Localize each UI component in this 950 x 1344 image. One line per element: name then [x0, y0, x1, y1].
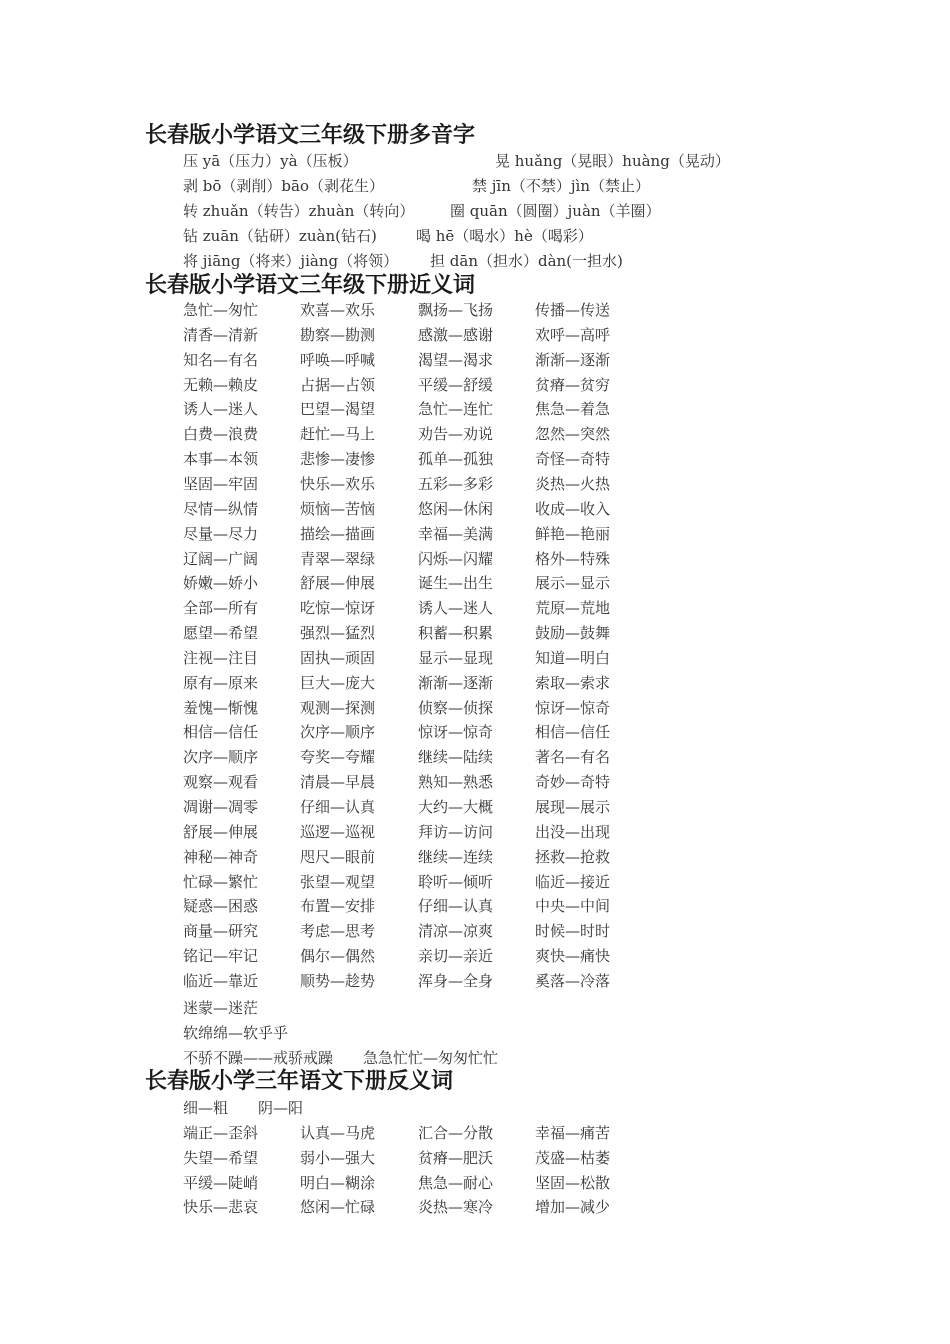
synonym-pair: 展示—显示: [535, 574, 611, 593]
synonym-pair: 知道—明白: [535, 648, 611, 667]
antonym-heading: 长春版小学三年语文下册反义词: [145, 1069, 454, 1094]
synonym-pair: 急忙—匆忙: [183, 301, 259, 319]
synonym-pair: 清凉—凉爽: [418, 922, 494, 941]
synonym-pair: 顺势—趁势: [300, 971, 376, 990]
antonym-pair: 快乐—悲哀: [183, 1198, 259, 1217]
synonym-pair: 尽量—尽力: [183, 524, 259, 543]
synonym-pair: 欢呼—高呼: [535, 325, 611, 344]
synonym-heading: 长春版小学语文三年级下册近义词: [145, 273, 476, 298]
synonym-pair: 愿望—希望: [183, 624, 259, 643]
synonym-pair: 奇怪—奇特: [535, 450, 611, 469]
synonym-pair: 爽快—痛快: [535, 947, 611, 966]
polyphone-heading: 长春版小学语文三年级下册多音字: [145, 123, 476, 148]
antonym-pair: 坚固—松散: [535, 1173, 611, 1192]
synonym-pair: 观察—观看: [183, 773, 259, 792]
synonym-pair: 惊讶—惊奇: [418, 723, 494, 742]
synonym-pair: 强烈—猛烈: [300, 624, 376, 643]
synonym-pair: 聆听—倾听: [418, 872, 494, 891]
antonym-pair: 炎热—寒冷: [418, 1198, 494, 1217]
synonym-pair: 幸福—美满: [418, 524, 494, 543]
synonym-pair: 娇嫩—娇小: [183, 574, 259, 593]
synonym-pair: 观测—探测: [300, 698, 376, 717]
synonym-pair: 继续—陆续: [418, 748, 494, 767]
synonym-pair: 欢喜—欢乐: [300, 301, 376, 319]
polyphone-entry: 转 zhuǎn（转告）zhuàn（转向）: [183, 202, 415, 220]
synonym-pair: 巡逻—巡视: [300, 822, 376, 841]
synonym-pair: 忙碌—繁忙: [183, 872, 259, 891]
synonym-pair: 无赖—赖皮: [183, 375, 259, 394]
synonym-pair: 荒原—荒地: [535, 599, 611, 618]
antonym-pair: 端正—歪斜: [183, 1124, 259, 1142]
synonym-pair: 侦察—侦探: [418, 698, 494, 717]
synonym-pair: 清香—清新: [183, 325, 259, 344]
synonym-pair: 本事—本领: [183, 450, 259, 469]
synonym-pair: 考虑—思考: [300, 922, 376, 941]
synonym-pair: 出没—出现: [535, 822, 611, 841]
antonym-pair: 悠闲—忙碌: [300, 1198, 376, 1217]
synonym-pair: 中央—中间: [535, 897, 611, 916]
synonym-pair: 焦急—着急: [535, 400, 611, 419]
antonym-pair: 弱小—强大: [300, 1148, 376, 1167]
antonym-pair: 贫瘠—肥沃: [418, 1148, 494, 1167]
synonym-pair: 渴望—渴求: [418, 350, 494, 369]
synonym-pair: 渐渐—逐渐: [418, 673, 494, 692]
synonym-pair: 拯救—抢救: [535, 847, 611, 866]
synonym-pair: 知名—有名: [183, 350, 259, 369]
synonym-pair: 鼓励—鼓舞: [535, 624, 611, 643]
synonym-pair: 劝告—劝说: [418, 425, 494, 444]
antonym-pair: 幸福—痛苦: [535, 1124, 611, 1142]
synonym-pair: 呼唤—呼喊: [300, 350, 376, 369]
synonym-pair: 继续—连续: [418, 847, 494, 866]
synonym-pair: 烦恼—苦恼: [300, 499, 376, 518]
antonym-pair: 认真—马虎: [300, 1124, 376, 1142]
synonym-pair: 熟知—熟悉: [418, 773, 494, 792]
synonym-pair: 大约—大概: [418, 798, 494, 816]
polyphone-entry: 晃 huǎng（晃眼）huàng（晃动）: [495, 152, 730, 170]
synonym-pair: 尽情—纵情: [183, 499, 259, 518]
antonym-pair: 茂盛—枯萎: [535, 1148, 611, 1167]
synonym-pair: 传播—传送: [535, 301, 611, 319]
synonym-pair: 悠闲—休闲: [418, 499, 494, 518]
synonym-pair: 仔细—认真: [418, 897, 494, 916]
synonym-pair: 舒展—伸展: [183, 822, 259, 841]
polyphone-entry: 压 yā（压力）yà（压板）: [183, 152, 358, 170]
synonym-pair: 青翠—翠绿: [300, 549, 376, 568]
synonym-pair: 临近—靠近: [183, 971, 259, 990]
synonym-pair: 坚固—牢固: [183, 474, 259, 493]
synonym-pair: 渐渐—逐渐: [535, 350, 611, 369]
synonym-pair: 收成—收入: [535, 499, 611, 518]
synonym-pair: 注视—注目: [183, 648, 259, 667]
synonym-pair: 相信—信任: [183, 723, 259, 742]
synonym-pair: 不骄不躁——戒骄戒躁 急急忙忙—匆匆忙忙: [183, 1049, 499, 1067]
polyphone-entry: 担 dān（担水）dàn(一担水): [430, 252, 623, 270]
synonym-pair: 索取—索求: [535, 673, 611, 692]
synonym-pair: 相信—信任: [535, 723, 611, 742]
synonym-pair: 奚落—冷落: [535, 971, 611, 990]
synonym-pair: 原有—原来: [183, 673, 259, 692]
synonym-pair: 感激—感谢: [418, 325, 494, 344]
synonym-pair: 软绵绵—软乎乎: [183, 1024, 289, 1042]
synonym-pair: 夸奖—夸耀: [300, 748, 376, 767]
synonym-pair: 偶尔—偶然: [300, 947, 376, 966]
polyphone-entry: 将 jiāng（将来）jiàng（将领）: [183, 252, 399, 270]
synonym-pair: 飘扬—飞扬: [418, 301, 494, 319]
synonym-pair: 巨大—庞大: [300, 673, 376, 692]
synonym-pair: 次序—顺序: [183, 748, 259, 767]
synonym-pair: 张望—观望: [300, 872, 376, 891]
antonym-pair: 明白—糊涂: [300, 1173, 376, 1192]
synonym-pair: 浑身—全身: [418, 971, 494, 990]
synonym-pair: 时候—时时: [535, 922, 611, 941]
synonym-pair: 悲惨—凄惨: [300, 450, 376, 469]
synonym-pair: 奇妙—奇特: [535, 773, 611, 792]
synonym-pair: 拜访—访问: [418, 822, 494, 841]
synonym-pair: 鲜艳—艳丽: [535, 524, 611, 543]
antonym-pair: 平缓—陡峭: [183, 1173, 259, 1192]
synonym-pair: 五彩—多彩: [418, 474, 494, 493]
synonym-pair: 神秘—神奇: [183, 847, 259, 866]
synonym-pair: 亲切—亲近: [418, 947, 494, 966]
polyphone-entry: 禁 jīn（不禁）jìn（禁止）: [472, 177, 650, 195]
synonym-pair: 凋谢—凋零: [183, 798, 259, 816]
synonym-pair: 惊讶—惊奇: [535, 698, 611, 717]
antonym-pair: 汇合—分散: [418, 1124, 494, 1142]
polyphone-entry: 喝 hē（喝水）hè（喝彩）: [416, 227, 593, 245]
synonym-pair: 商量—研究: [183, 922, 259, 941]
synonym-pair: 铭记—牢记: [183, 947, 259, 966]
antonym-first-line: 细—粗 阴—阳: [183, 1099, 304, 1117]
synonym-pair: 勘察—勘测: [300, 325, 376, 344]
synonym-pair: 诞生—出生: [418, 574, 494, 593]
synonym-pair: 炎热—火热: [535, 474, 611, 493]
synonym-pair: 赶忙—马上: [300, 425, 376, 444]
antonym-pair: 失望—希望: [183, 1148, 259, 1167]
synonym-pair: 快乐—欢乐: [300, 474, 376, 493]
synonym-pair: 展现—展示: [535, 798, 611, 816]
synonym-pair: 吃惊—惊讶: [300, 599, 376, 618]
synonym-pair: 诱人—迷人: [183, 400, 259, 419]
synonym-pair: 急忙—连忙: [418, 400, 494, 419]
antonym-pair: 焦急—耐心: [418, 1173, 494, 1192]
synonym-pair: 闪烁—闪耀: [418, 549, 494, 568]
synonym-pair: 巴望—渴望: [300, 400, 376, 419]
synonym-pair: 临近—接近: [535, 872, 611, 891]
synonym-pair: 咫尺—眼前: [300, 847, 376, 866]
synonym-pair: 著名—有名: [535, 748, 611, 767]
synonym-pair: 格外—特殊: [535, 549, 611, 568]
synonym-pair: 白费—浪费: [183, 425, 259, 444]
synonym-pair: 描绘—描画: [300, 524, 376, 543]
synonym-pair: 次序—顺序: [300, 723, 376, 742]
polyphone-entry: 剥 bō（剥削）bāo（剥花生）: [183, 177, 384, 195]
synonym-pair: 仔细—认真: [300, 798, 376, 816]
polyphone-entry: 圈 quān（圆圈）juàn（羊圈）: [450, 202, 661, 220]
synonym-pair: 迷蒙—迷茫: [183, 999, 259, 1017]
polyphone-entry: 钻 zuān（钻研）zuàn(钻石): [183, 227, 377, 245]
synonym-pair: 显示—显现: [418, 648, 494, 667]
synonym-pair: 积蓄—积累: [418, 624, 494, 643]
synonym-pair: 全部—所有: [183, 599, 259, 618]
synonym-pair: 平缓—舒缓: [418, 375, 494, 394]
synonym-pair: 贫瘠—贫穷: [535, 375, 611, 394]
synonym-pair: 舒展—伸展: [300, 574, 376, 593]
synonym-pair: 忽然—突然: [535, 425, 611, 444]
synonym-pair: 固执—顽固: [300, 648, 376, 667]
synonym-pair: 清晨—早晨: [300, 773, 376, 792]
synonym-pair: 孤单—孤独: [418, 450, 494, 469]
synonym-pair: 羞愧—惭愧: [183, 698, 259, 717]
synonym-pair: 辽阔—广阔: [183, 549, 259, 568]
antonym-pair: 增加—减少: [535, 1198, 611, 1217]
synonym-pair: 布置—安排: [300, 897, 376, 916]
synonym-pair: 占据—占领: [300, 375, 376, 394]
synonym-pair: 诱人—迷人: [418, 599, 494, 618]
synonym-pair: 疑惑—困惑: [183, 897, 259, 916]
